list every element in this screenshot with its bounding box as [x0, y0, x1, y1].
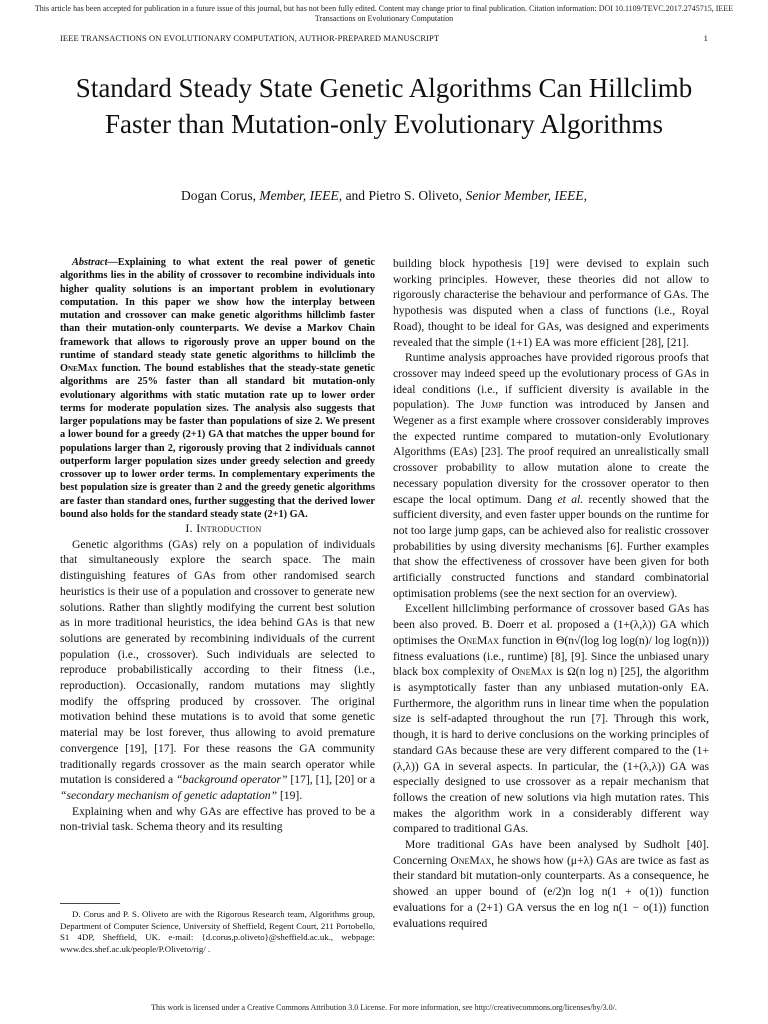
right-p2-onemax: OneMax	[457, 633, 499, 647]
section-heading-introduction	[60, 521, 375, 537]
author-2-role: Senior Member, IEEE,	[465, 188, 588, 203]
abstract-text-1: Explaining to what extent the real power of genetic algorithms lies in the ability of crossover to recombine individuals into higher quality solutions is an important problem in evolutionary computation. In this paper we show how the interplay between mutation and crossover can make genetic algorithms hillclimb faster than their mutation-only counterparts. We devise a Markov Chain framework that allows to rigorously prove an upper bound on the runtime of standard steady state genetic algorithms to hillclimb the	[60, 257, 375, 361]
right-p3-onemax: OneMax	[450, 853, 492, 867]
page-number: 1	[703, 33, 708, 43]
author-footnote: D. Corus and P. S. Oliveto are with the Rigorous Research team, Algorithms group, Department of Computer Science, University of Sheffield, Regent Court, 211 Portobello, S1 4DP, Sheffield, UK. e-mail: {d.corus,p.oliveto}@sheffield.ac.uk., webpage: www.dcs.shef.ac.uk/people/P.Oliveto/rig/ .	[60, 909, 375, 954]
right-paragraph-1	[393, 350, 709, 601]
abstract-label: Abstract	[72, 257, 108, 268]
intro-p1-text-c: [19].	[277, 788, 303, 802]
author-1: Dogan Corus,	[180, 188, 256, 203]
intro-paragraph-1	[60, 537, 375, 804]
intro-p1-text-b: [17], [1], [20] or a	[287, 773, 375, 787]
right-p1-etal: et al.	[557, 492, 584, 506]
left-column	[60, 256, 375, 835]
intro-paragraph-2: Explaining when and why GAs are effective has proved to be a non-trivial task. Schema theory and its resulting	[60, 804, 375, 834]
right-column	[393, 256, 709, 931]
abstract-dash: —	[107, 257, 118, 268]
author-conjunction: and	[345, 188, 366, 203]
intro-p1-quote-2: “secondary mechanism of genetic adaptation”	[60, 788, 278, 802]
right-p1-jump: Jump	[480, 398, 503, 412]
author-2: Pietro S. Oliveto,	[368, 188, 463, 203]
right-p1-text-c: recently showed that the sufficient diversity, and even faster upper bounds on the runtime for not too large jump gaps, can be achieved also for realistic crossover probabilities by using diversity mechanisms [6]. Further examples that show the effectiveness of crossover have been given for both artificially constructed functions and standard combinatorial optimisation problems (see the next section for an overview).	[393, 492, 709, 600]
abstract	[60, 256, 375, 521]
journal-name: IEEE TRANSACTIONS ON EVOLUTIONARY COMPUTATION, AUTHOR-PREPARED MANUSCRIPT	[60, 33, 440, 43]
right-p2-text-c: is Ω(n log n) [25], the algorithm is asymptotically faster than any unbiased mutation-only EA. Furthermore, the algorithm runs in linear time when the population size is self-adapted throughout the run [7]. Through this work, though, it is hard to derive conclusions on the working principles of standard GAs because these are very different compared to the (1+(λ,λ)) GA in several aspects. In particular, the (1+(λ,λ)) GA was especially designed to use crossover as a repair mechanism that follows the creation of new solutions via high mutation rates. This makes the algorithm work in a considerably different way compared to traditional GAs.	[393, 665, 709, 836]
right-p2-text-b: function in Θ(n√(log log log(n)/ log log(n))) fitness evaluations (i.e., runtime) [8], [9]. Since the unbiased unary black box complexity of	[393, 633, 709, 679]
right-p1-text-a: Runtime analysis approaches have provided rigorous proofs that crossover may indeed speed up the evolutionary process of GAs in ideal conditions (i.e., if sufficient diversity is available in the population). The	[393, 351, 709, 412]
right-paragraph-2	[393, 601, 709, 837]
paper-title: Standard Steady State Genetic Algorithms Can Hillclimb Faster than Mutation-only Evolutionary Algorithms	[75, 73, 693, 139]
right-paragraph-3	[393, 837, 709, 931]
publication-banner: This article has been accepted for publication in a future issue of this journal, but has not been fully edited. Content may change prior to final publication. Citation information: DOI 10.1109/TEVC.2017.2745715, IEEE Transactions on Evolutionary Computation	[34, 4, 734, 23]
right-p2-onemax-2: OneMax	[511, 665, 553, 679]
section-title: Introduction	[196, 521, 262, 535]
right-p3-text-b: , he shows how (μ+λ) GAs are twice as fast as their standard bit mutation-only counterparts. As a consequence, he showed an upper bound of (e/2)n log n(1 + o(1)) function evaluations for a (2+1) GA versus the en log n(1 − o(1)) function evaluations required	[393, 853, 709, 930]
abstract-onemax: OneMax	[60, 363, 98, 374]
abstract-text-2: function. The bound establishes that the steady-state genetic algorithms are 25% faster than all standard bit mutation-only evolutionary algorithms with static mutation rate up to lower order terms for moderate population sizes. The analysis also suggests that larger populations may be faster than populations of size 2. We present a lower bound for a greedy (2+1) GA that matches the upper bound for populations larger than 2, rigorously proving that 2 individuals cannot outperform larger population sizes under greedy selection and greedy crossover up to lower order terms. In complementary experiments the best population size is greater than 2 and the greedy genetic algorithms are faster than standard ones, further suggesting that the derived lower bound also holds for the standard steady state (2+1) GA.	[60, 363, 375, 520]
section-numeral: I.	[185, 521, 197, 535]
footnote-rule	[60, 903, 120, 904]
right-p2-text-a: Excellent hillclimbing performance of crossover based GAs has been also proved. B. Doerr et al. proposed a (1+(λ,λ)) GA which optimises the	[393, 602, 709, 647]
intro-p1-text-a: Genetic algorithms (GAs) rely on a population of individuals that simultaneously explore the search space. The main distinguishing features of GAs from other randomised search heuristics is their use of a population and crossover to generate new solutions. Rather than slightly modifying the current best solution as in more traditional heuristics, the idea behind GAs is that new solutions are generated by recombining individuals of the current population (i.e., crossover). Such individuals are selected to reproduce probabilistically according to their fitness (i.e., reproduction). Occasionally, random mutations may slightly modify the offspring produced by crossover. The original motivation behind these mutations is to avoid that some genetic material may be lost forever, thus allowing to avoid premature convergence [19], [17]. For these reasons the GA community traditionally regards crossover as the main search operator while mutation is considered a	[60, 537, 375, 787]
author-1-role: Member, IEEE,	[259, 188, 343, 203]
author-line	[40, 188, 728, 204]
intro-p1-quote-1: “background operator”	[176, 773, 288, 787]
right-p3-text-a: More traditional GAs have been analysed by Sudholt [40]. Concerning	[393, 838, 709, 867]
license-footer: This work is licensed under a Creative Commons Attribution 3.0 License. For more information, see http://creativecommons.org/licenses/by/3.0/.	[151, 1003, 617, 1012]
running-head	[60, 33, 708, 43]
right-p1-text-b: function was introduced by Jansen and Wegener as a first example where crossover considerably improves the expected runtime compared to mutation-only Evolutionary Algorithms (EAs) [23]. The proof required an unrealistically small crossover probability to allow mutation alone to create the necessary population diversity for the crossover operator to then escape the local optimum. Dang	[393, 398, 709, 506]
right-paragraph-0: building block hypothesis [19] were devised to explain such working principles. However, these theories did not allow to rigorously characterise the behaviour and performance of GAs. The hypothesis was disputed when a class of functions (i.e., Royal Road), thought to be ideal for GAs, was designed and experiments revealed that the simple (1+1) EA was more efficient [28], [21].	[393, 257, 709, 349]
